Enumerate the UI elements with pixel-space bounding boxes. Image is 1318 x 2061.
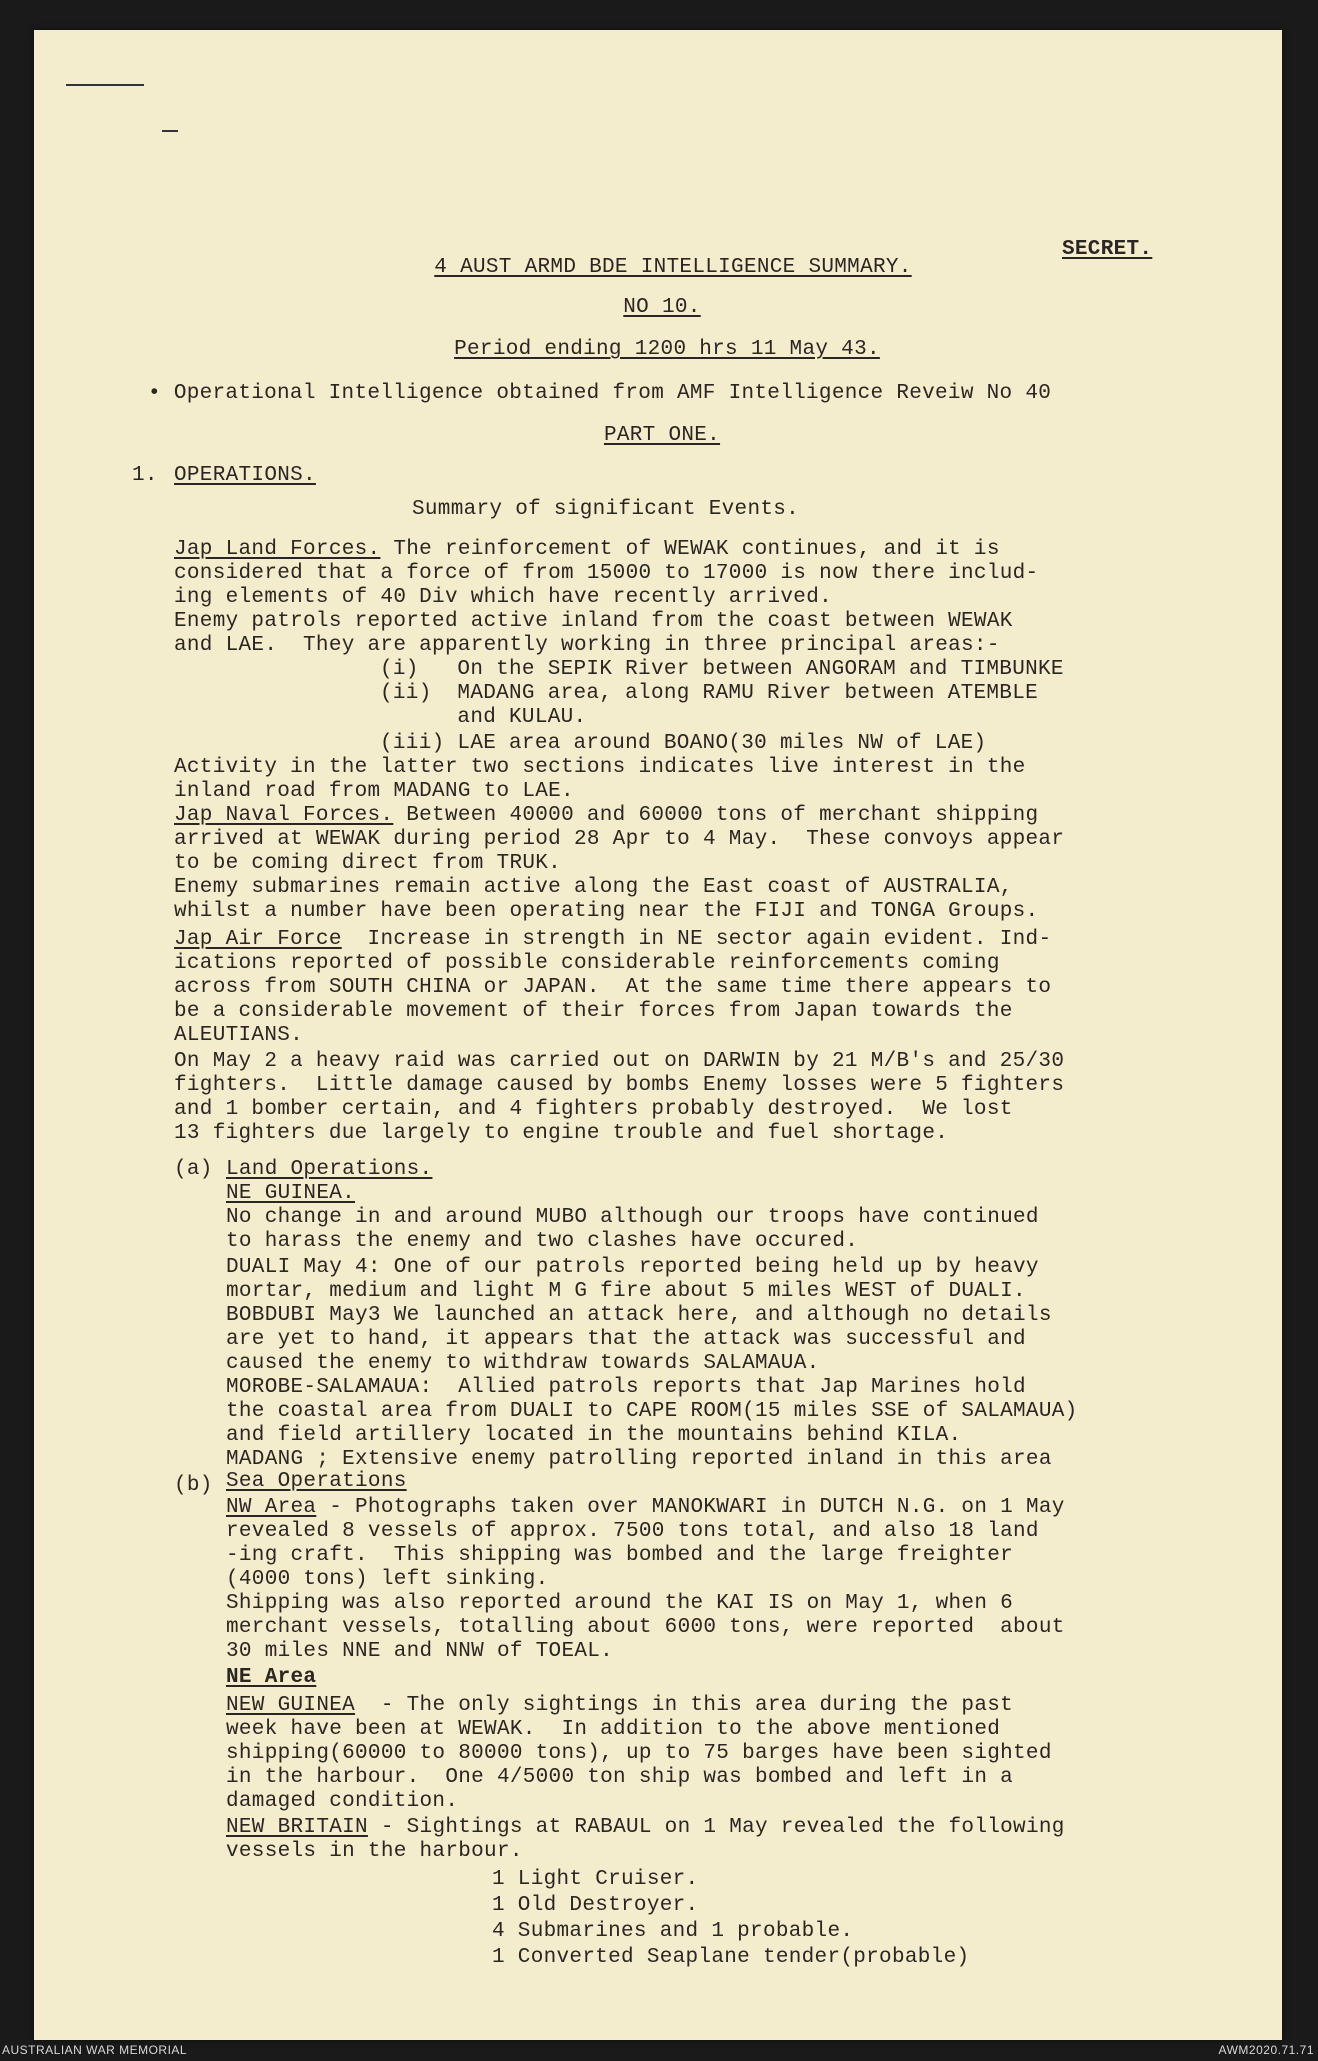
jap-land-label: Jap Land Forces.	[174, 538, 381, 561]
ink-mark	[66, 84, 144, 86]
summary-number: NO 10.	[623, 296, 701, 319]
vessel-item: 1 Old Destroyer.	[492, 1894, 699, 1917]
new-britain-para: NEW BRITAIN - Sightings at RABAUL on 1 May revealed the following	[226, 1816, 1065, 1839]
text-line: and 1 bomber certain, and 4 fighters probably destroyed. We lost	[174, 1098, 1013, 1121]
text-line: 13 fighters due largely to engine trouble and fuel shortage.	[174, 1122, 949, 1145]
area-item: and KULAU.	[380, 706, 587, 729]
text-line: damaged condition.	[226, 1790, 459, 1813]
text-line: mortar, medium and light M G fire about 5 miles WEST of DUALI.	[226, 1280, 1026, 1303]
text-line: to harass the enemy and two clashes have occured.	[226, 1230, 859, 1253]
text-line: (4000 tons) left sinking.	[226, 1568, 549, 1591]
period-line: Period ending 1200 hrs 11 May 43.	[454, 338, 880, 361]
text-line: ALEUTIANS.	[174, 1024, 304, 1047]
text-line: Shipping was also reported around the KAI IS on May 1, when 6	[226, 1592, 1014, 1615]
section-subheading: Summary of significant Events.	[412, 498, 800, 521]
subsection-letter: (a)	[174, 1158, 213, 1181]
text-line: Activity in the latter two sections indicates live interest in the	[174, 756, 1026, 779]
land-operations-heading: Land Operations.	[226, 1158, 433, 1181]
text-line: On May 2 a heavy raid was carried out on DARWIN by 21 M/B's and 25/30	[174, 1050, 1065, 1073]
subsection-letter: (b)	[174, 1474, 213, 1497]
text-line: 30 miles NNE and NNW of TOEAL.	[226, 1640, 614, 1663]
text-line: inland road from MADANG to LAE.	[174, 780, 574, 803]
text-line: arrived at WEWAK during period 28 Apr to 4 May. These convoys appear	[174, 828, 1065, 851]
text-line: DUALI May 4: One of our patrols reported being held up by heavy	[226, 1256, 1039, 1279]
text-line: be a considerable movement of their forces from Japan towards the	[174, 1000, 1013, 1023]
text-line: MOROBE-SALAMAUA: Allied patrols reports that Jap Marines hold	[226, 1376, 1026, 1399]
text-line: and field artillery located in the mountains behind KILA.	[226, 1424, 962, 1447]
nw-area-para: NW Area - Photographs taken over MANOKWARI in DUTCH N.G. on 1 May	[226, 1496, 1065, 1519]
text-line: vessels in the harbour.	[226, 1840, 523, 1863]
jap-naval-forces-para: Jap Naval Forces. Between 40000 and 60000 tons of merchant shipping	[174, 804, 1039, 827]
text-line: and LAE. They are apparently working in three principal areas:-	[174, 634, 1000, 657]
section-heading: OPERATIONS.	[174, 464, 316, 487]
text-line: Enemy patrols reported active inland from the coast between WEWAK	[174, 610, 1013, 633]
text-line: in the harbour. One 4/5000 ton ship was bombed and left in a	[226, 1766, 1014, 1789]
text-line: No change in and around MUBO although our troops have continued	[226, 1206, 1039, 1229]
footer-id: AWM2020.71.71	[1218, 2043, 1314, 2057]
text-line: fighters. Little damage caused by bombs Enemy losses were 5 fighters	[174, 1074, 1065, 1097]
text-line: across from SOUTH CHINA or JAPAN. At the same time there appears to	[174, 976, 1052, 999]
text-line: BOBDUBI May3 We launched an attack here, and although no details	[226, 1304, 1052, 1327]
text-line: whilst a number have been operating near the FIJI and TONGA Groups.	[174, 900, 1039, 923]
text-line: to be coming direct from TRUK.	[174, 852, 562, 875]
vessel-item: 1 Converted Seaplane tender(probable)	[492, 1946, 970, 1969]
section-number: 1.	[132, 464, 158, 487]
document-title: 4 AUST ARMD BDE INTELLIGENCE SUMMARY.	[434, 256, 912, 279]
new-guinea-label: NEW GUINEA	[226, 1694, 356, 1717]
text-line: MADANG ; Extensive enemy patrolling reported inland in this area	[226, 1448, 1052, 1471]
area-item: (i) On the SEPIK River between ANGORAM and TIMBUNKE	[380, 658, 1064, 681]
sea-operations-heading: Sea Operations	[226, 1470, 407, 1493]
text-line: Enemy submarines remain active along the East coast of AUSTRALIA,	[174, 876, 1013, 899]
jap-air-force-para: Jap Air Force Increase in strength in NE sector again evident. Ind-	[174, 928, 1052, 951]
area-item: (iii) LAE area around BOANO(30 miles NW of LAE)	[380, 732, 987, 755]
classification-mark: SECRET.	[1062, 238, 1153, 261]
ink-mark	[162, 130, 178, 132]
part-heading: PART ONE.	[603, 424, 721, 447]
text-line: -ing craft. This shipping was bombed and the large freighter	[226, 1544, 1014, 1567]
text-line: are yet to hand, it appears that the attack was successful and	[226, 1328, 1026, 1351]
vessel-item: 1 Light Cruiser.	[492, 1868, 699, 1891]
new-britain-label: NEW BRITAIN	[226, 1816, 368, 1839]
text-line: the coastal area from DUALI to CAPE ROOM(15 miles SSE of SALAMAUA)	[226, 1400, 1078, 1423]
nw-area-label: NW Area	[226, 1496, 317, 1519]
jap-air-label: Jap Air Force	[174, 928, 342, 951]
source-line: • Operational Intelligence obtained from AMF Intelligence Reveiw No 40	[148, 382, 1052, 405]
text-line: shipping(60000 to 80000 tons), up to 75 barges have been sighted	[226, 1742, 1052, 1765]
new-guinea-para: NEW GUINEA - The only sightings in this area during the past	[226, 1694, 1014, 1717]
jap-land-forces-para: Jap Land Forces. The reinforcement of WEWAK continues, and it is	[174, 538, 1000, 561]
footer-source: AUSTRALIAN WAR MEMORIAL	[2, 2043, 188, 2057]
text-line: merchant vessels, totalling about 6000 tons, were reported about	[226, 1616, 1065, 1639]
text-line: revealed 8 vessels of approx. 7500 tons total, and also 18 land	[226, 1520, 1039, 1543]
text-line: caused the enemy to withdraw towards SALAMAUA.	[226, 1352, 820, 1375]
text-line: ing elements of 40 Div which have recently arrived.	[174, 586, 833, 609]
document-page	[34, 30, 1282, 2040]
text-line: considered that a force of from 15000 to 17000 is now there includ-	[174, 562, 1039, 585]
region-heading: NE GUINEA.	[226, 1182, 356, 1205]
area-item: (ii) MADANG area, along RAMU River between ATEMBLE	[380, 682, 1039, 705]
jap-naval-label: Jap Naval Forces.	[174, 804, 394, 827]
text-line: week have been at WEWAK. In addition to the above mentioned	[226, 1718, 1001, 1741]
text-line: ications reported of possible considerable reinforcements coming	[174, 952, 1000, 975]
ne-area-label: NE Area	[226, 1666, 317, 1689]
vessel-item: 4 Submarines and 1 probable.	[492, 1920, 854, 1943]
